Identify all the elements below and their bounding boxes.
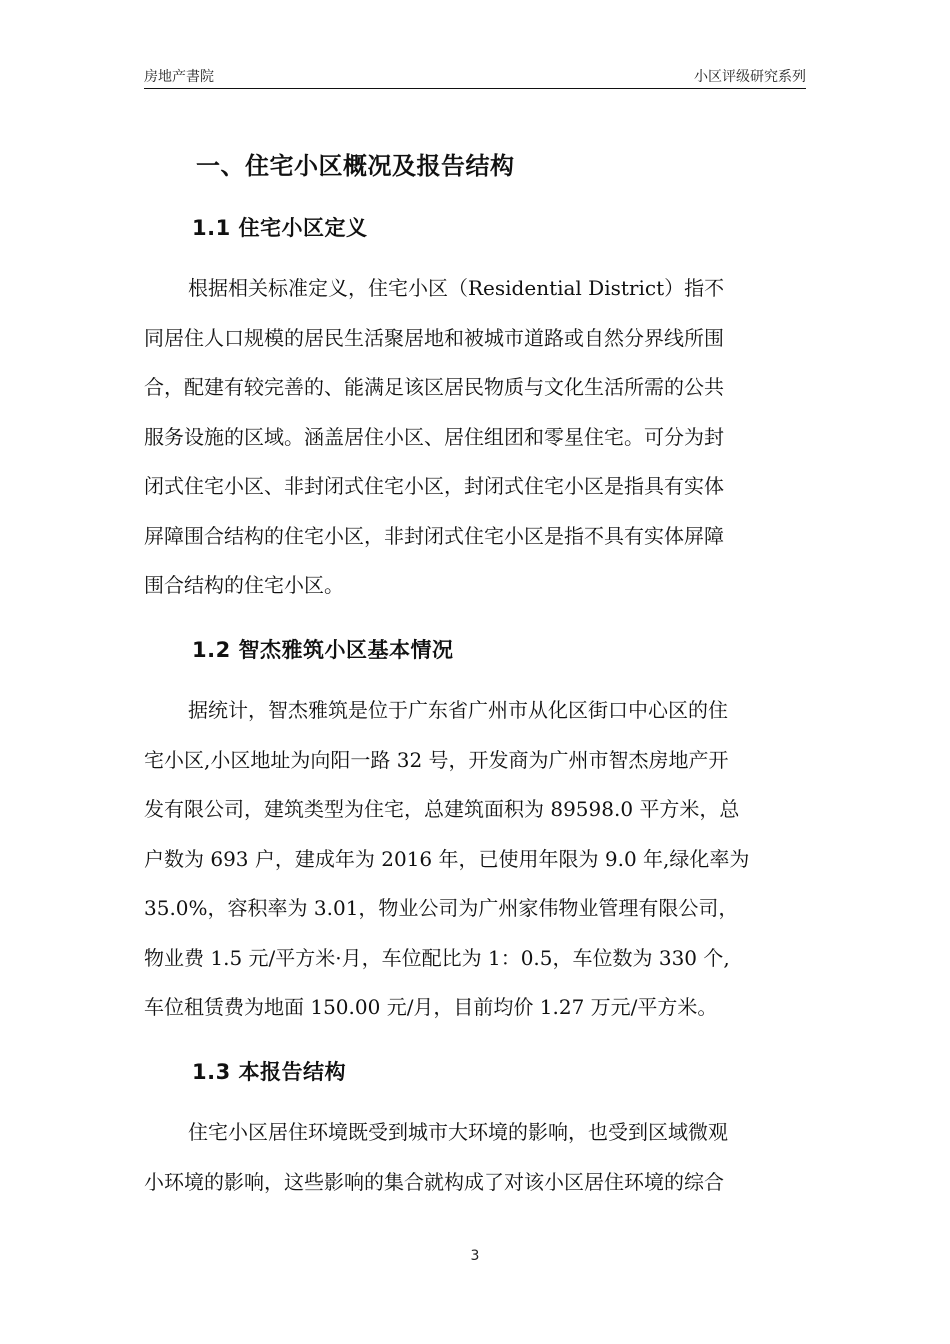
paragraph-line: 服务设施的区域。涵盖居住小区、居住组团和零星住宅。可分为封 xyxy=(144,424,724,449)
paragraph-line: 物业费 1.5 元/平方米·月，车位配比为 1：0.5，车位数为 330 个, xyxy=(144,945,730,970)
section-1-3-paragraph xyxy=(144,1108,808,1207)
header-series-title: 小区评级研究系列 xyxy=(694,69,806,85)
page-number: 3 xyxy=(470,1248,480,1264)
paragraph-line: 车位租赁费为地面 150.00 元/月，目前均价 1.27 万元/平方米。 xyxy=(144,995,718,1019)
section-1-1-paragraph xyxy=(144,264,808,611)
chapter-title: 一、住宅小区概况及报告结构 xyxy=(196,152,515,180)
paragraph-line: 根据相关标准定义，住宅小区（Residential District）指不 xyxy=(188,276,725,300)
section-1-2-paragraph xyxy=(144,686,808,1033)
paragraph-line: 闭式住宅小区、非封闭式住宅小区，封闭式住宅小区是指具有实体 xyxy=(144,474,724,498)
paragraph-line: 据统计，智杰雅筑是位于广东省广州市从化区街口中心区的住 xyxy=(188,698,728,722)
paragraph-line: 小环境的影响，这些影响的集合就构成了对该小区居住环境的综合 xyxy=(144,1169,724,1194)
paragraph-line: 屏障围合结构的住宅小区，非封闭式住宅小区是指不具有实体屏障 xyxy=(144,523,724,548)
paragraph-line: 合，配建有较完善的、能满足该区居民物质与文化生活所需的公共 xyxy=(144,375,724,399)
paragraph-line: 住宅小区居住环境既受到城市大环境的影响，也受到区域微观 xyxy=(188,1120,728,1144)
paragraph-line: 35.0%，容积率为 3.01，物业公司为广州家伟物业管理有限公司， xyxy=(144,896,739,920)
paragraph-line: 围合结构的住宅小区。 xyxy=(144,573,344,597)
paragraph-line: 同居住人口规模的居民生活聚居地和被城市道路或自然分界线所围 xyxy=(144,325,724,350)
paragraph-line: 发有限公司，建筑类型为住宅，总建筑面积为 89598.0 平方米，总 xyxy=(144,797,740,821)
section-title-1-2: 1.2 智杰雅筑小区基本情况 xyxy=(192,638,454,662)
header-divider xyxy=(144,88,806,89)
section-title-1-3: 1.3 本报告结构 xyxy=(192,1060,347,1084)
paragraph-line: 户数为 693 户，建成年为 2016 年，已使用年限为 9.0 年,绿化率为 xyxy=(144,846,750,871)
header-publisher: 房地产書院 xyxy=(144,69,214,85)
page-header xyxy=(144,66,806,88)
section-title-1-1: 1.1 住宅小区定义 xyxy=(192,216,368,240)
paragraph-line: 宅小区,小区地址为向阳一路 32 号，开发商为广州市智杰房地产开 xyxy=(144,747,729,772)
